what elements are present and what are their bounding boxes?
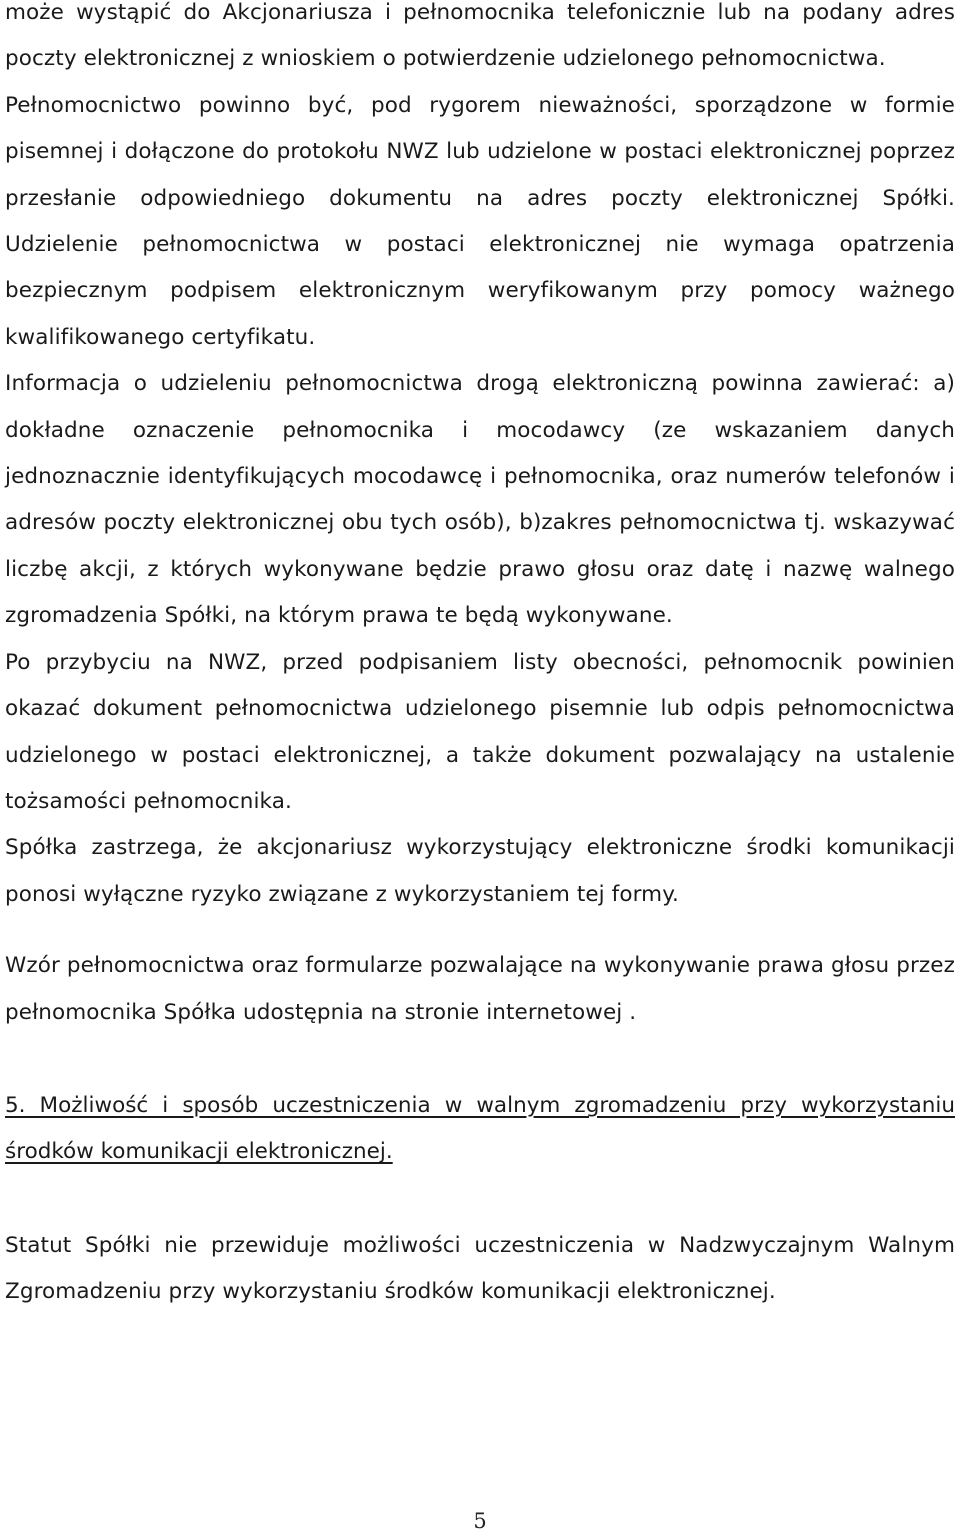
document-page (5, 0, 955, 1316)
paragraph-electronic-proxy-info: Informacja o udzieleniu pełnomocnictwa drogą elektroniczną powinna zawierać: a) dokładne oznaczenie pełnomocnika i mocodawcy (ze wskazaniem danych jednoznacznie identyfikujących mocodawcę i pełnomocnika, oraz numerów telefonów i adresów poczty elektronicznej obu tych osób), b)zakres pełnomocnictwa tj. wskazywać liczbę akcji, z których wykonywane będzie prawo głosu oraz datę i nazwę walnego zgromadzenia Spółki, na którym prawa te będą wykonywane. (5, 371, 955, 629)
spacer (5, 918, 955, 943)
paragraph-arrival-documents: Po przybyciu na NWZ, przed podpisaniem listy obecności, pełnomocnik powinien okazać dokument pełnomocnictwa udzielonego pisemnie lub odpis pełnomocnictwa udzielonego w postaci elektronicznej, a także dokument pozwalający na ustalenie tożsamości pełnomocnika. (5, 649, 955, 814)
spacer (5, 1176, 955, 1223)
page-number: 5 (473, 1509, 487, 1533)
paragraph-proxy-template: Wzór pełnomocnictwa oraz formularze pozwalające na wykonywanie prawa głosu przez pełnomocnika Spółka udostępnia na stronie internetowej . (5, 953, 955, 1025)
paragraph-risk-disclaimer: Spółka zastrzega, że akcjonariusz wykorzystujący elektroniczne środki komunikacji ponosi wyłączne ryzyko związane z wykorzystaniem tej formy. (5, 835, 955, 907)
paragraph-statute-note: Statut Spółki nie przewiduje możliwości uczestniczenia w Nadzwyczajnym Walnym Zgromadzeniu przy wykorzystaniu środków komunikacji elektronicznej. (5, 1232, 955, 1305)
spacer (5, 1036, 955, 1083)
paragraph-proxy-form: Pełnomocnictwo powinno być, pod rygorem nieważności, sporządzone w formie pisemnej i dołączone do protokołu NWZ lub udzielone w postaci elektronicznej poprzez przesłanie odpowiedniego dokumentu na adres poczty elektronicznej Spółki. Udzielenie pełnomocnictwa w postaci elektronicznej nie wymaga opatrzenia bezpiecznym podpisem elektronicznym weryfikowanym przy pomocy ważnego kwalifikowanego certyfikatu. (5, 92, 955, 350)
section-heading: 5. Możliwość i sposób uczestniczenia w walnym zgromadzeniu przy wykorzystaniu środków komunikacji elektronicznej. (5, 1092, 955, 1165)
paragraph-proxy-verification: może wystąpić do Akcjonariusza i pełnomocnika telefonicznie lub na podany adres poczty elektronicznej z wnioskiem o potwierdzenie udzielonego pełnomocnictwa. (5, 0, 955, 72)
